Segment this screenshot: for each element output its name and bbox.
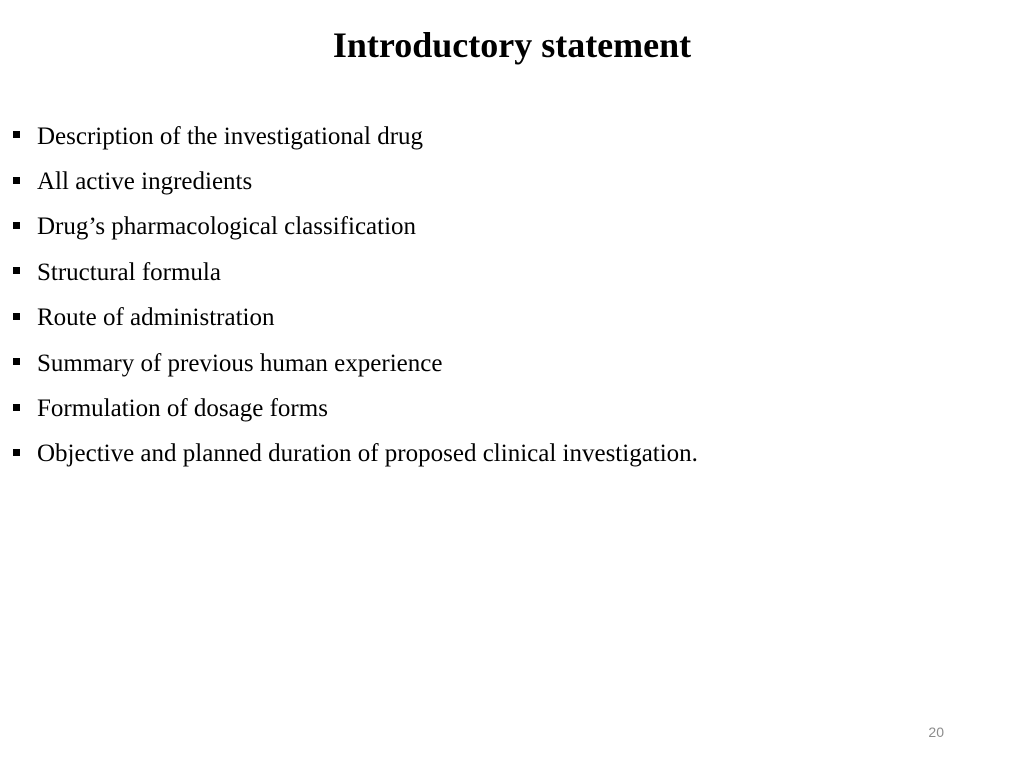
bullet-item <box>12 114 698 159</box>
bullet-item <box>12 386 698 431</box>
bullet-text: Objective and planned duration of proposed clinical investigation. <box>37 440 698 468</box>
page-number: 20 <box>928 724 944 740</box>
square-bullet-icon <box>13 267 20 274</box>
bullet-item <box>12 250 698 295</box>
bullet-text: Formulation of dosage forms <box>37 395 328 423</box>
square-bullet-icon <box>13 404 20 411</box>
square-bullet-icon <box>13 177 20 184</box>
bullet-text: Description of the investigational drug <box>37 122 424 150</box>
bullet-item <box>12 432 698 477</box>
bullet-text: Structural formula <box>37 258 221 286</box>
square-bullet-icon <box>13 131 20 138</box>
bullet-text: Drug’s pharmacological classification <box>37 213 417 241</box>
square-bullet-icon <box>13 222 20 229</box>
bullet-item <box>12 159 698 204</box>
bullet-item <box>12 205 698 250</box>
square-bullet-icon <box>13 313 20 320</box>
slide-title: Introductory statement <box>332 25 692 65</box>
bullet-item <box>12 296 698 341</box>
bullet-text: Summary of previous human experience <box>37 349 443 377</box>
bullet-text: Route of administration <box>37 304 275 332</box>
bullet-item <box>12 341 698 386</box>
bullet-list <box>12 114 698 477</box>
bullet-text: All active ingredients <box>37 168 253 196</box>
square-bullet-icon <box>13 449 20 456</box>
square-bullet-icon <box>13 358 20 365</box>
